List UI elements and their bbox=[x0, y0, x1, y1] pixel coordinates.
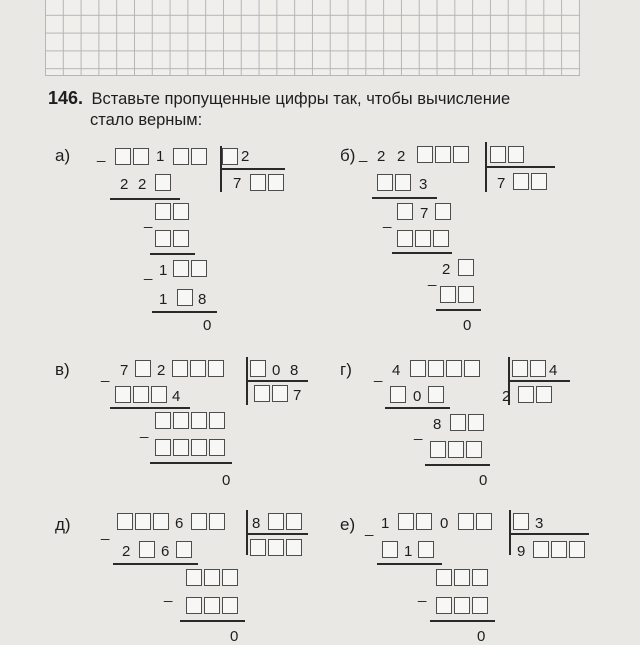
digit: 4 bbox=[172, 388, 181, 405]
digit-box[interactable] bbox=[250, 539, 266, 556]
subtraction-line bbox=[180, 620, 245, 622]
problem-label: в) bbox=[55, 360, 70, 379]
digit-box[interactable] bbox=[222, 597, 238, 614]
task-number: 146. bbox=[48, 88, 84, 108]
division-bar bbox=[509, 533, 589, 535]
digit: 8 bbox=[433, 416, 442, 433]
digit: 8 bbox=[252, 515, 261, 532]
digit: 7 bbox=[120, 362, 129, 379]
digit-box[interactable] bbox=[204, 597, 220, 614]
digit: 6 bbox=[161, 543, 170, 560]
division-bar bbox=[220, 168, 285, 170]
digit-box[interactable] bbox=[428, 360, 444, 377]
digit-box[interactable] bbox=[433, 230, 449, 247]
grid-paper bbox=[45, 0, 580, 76]
digit-box[interactable] bbox=[133, 386, 149, 403]
subtraction-line bbox=[430, 620, 495, 622]
digit-box[interactable] bbox=[172, 360, 188, 377]
digit-box[interactable] bbox=[458, 286, 474, 303]
minus-sign: _ bbox=[101, 366, 110, 383]
digit-box[interactable] bbox=[454, 569, 470, 586]
digit: 4 bbox=[392, 362, 401, 379]
subtraction-line bbox=[372, 197, 437, 199]
minus-sign: _ bbox=[365, 520, 374, 537]
digit: 0 bbox=[222, 472, 231, 489]
digit-box[interactable] bbox=[117, 513, 133, 530]
digit-box[interactable] bbox=[458, 259, 474, 276]
task-header bbox=[48, 88, 608, 130]
digit-box[interactable] bbox=[417, 146, 433, 163]
digit: 6 bbox=[175, 515, 184, 532]
digit: 2 bbox=[120, 176, 129, 193]
problem-label: д) bbox=[55, 515, 71, 534]
digit-box[interactable] bbox=[513, 173, 529, 190]
digit: 2 bbox=[442, 261, 451, 278]
subtraction-line bbox=[150, 462, 232, 464]
digit-box[interactable] bbox=[453, 146, 469, 163]
digit: 7 bbox=[233, 175, 242, 192]
digit-box[interactable] bbox=[155, 230, 171, 247]
digit-box[interactable] bbox=[530, 360, 546, 377]
digit-box[interactable] bbox=[436, 597, 452, 614]
digit-box[interactable] bbox=[450, 414, 466, 431]
digit-box[interactable] bbox=[155, 439, 171, 456]
digit: 1 bbox=[159, 291, 168, 308]
digit-box[interactable] bbox=[209, 513, 225, 530]
digit-box[interactable] bbox=[268, 174, 284, 191]
digit: 0 bbox=[230, 628, 239, 645]
digit-box[interactable] bbox=[191, 513, 207, 530]
digit: 0 bbox=[413, 388, 422, 405]
digit: 2 bbox=[377, 148, 386, 165]
digit-box[interactable] bbox=[533, 541, 549, 558]
digit-box[interactable] bbox=[250, 360, 266, 377]
digit-box[interactable] bbox=[518, 386, 534, 403]
digit-box[interactable] bbox=[395, 174, 411, 191]
digit-box[interactable] bbox=[173, 439, 189, 456]
digit: 0 bbox=[479, 472, 488, 489]
digit: 1 bbox=[156, 148, 165, 165]
digit: 9 bbox=[517, 543, 526, 560]
subtraction-line bbox=[113, 563, 198, 565]
digit: 2 bbox=[138, 176, 147, 193]
digit-box[interactable] bbox=[222, 569, 238, 586]
minus-sign: _ bbox=[144, 264, 153, 281]
digit-box[interactable] bbox=[155, 412, 171, 429]
subtraction-line bbox=[110, 198, 180, 200]
digit: 8 bbox=[198, 291, 207, 308]
digit-box[interactable] bbox=[410, 360, 426, 377]
problem-label: а) bbox=[55, 146, 71, 165]
digit: 0 bbox=[203, 317, 212, 334]
division-bar bbox=[246, 380, 308, 382]
division-bar bbox=[246, 533, 308, 535]
digit: 8 bbox=[290, 362, 299, 379]
minus-sign: _ bbox=[414, 424, 423, 441]
digit-box[interactable] bbox=[177, 289, 193, 306]
digit: 2 bbox=[241, 148, 250, 165]
digit: 2 bbox=[122, 543, 131, 560]
digit-box[interactable] bbox=[435, 146, 451, 163]
minus-sign: _ bbox=[374, 366, 383, 383]
digit-box[interactable] bbox=[186, 569, 202, 586]
digit-box[interactable] bbox=[536, 386, 552, 403]
digit-box[interactable] bbox=[436, 569, 452, 586]
digit-box[interactable] bbox=[382, 541, 398, 558]
task-instruction-continued: стало верным: bbox=[90, 111, 203, 129]
digit-box[interactable] bbox=[209, 439, 225, 456]
digit-box[interactable] bbox=[397, 203, 413, 220]
subtraction-line bbox=[377, 563, 442, 565]
digit-box[interactable] bbox=[569, 541, 585, 558]
digit-box[interactable] bbox=[115, 386, 131, 403]
subtraction-line bbox=[110, 407, 190, 409]
digit-box[interactable] bbox=[191, 148, 207, 165]
problem-label: е) bbox=[340, 515, 356, 534]
division-bar bbox=[485, 166, 555, 168]
minus-sign: _ bbox=[418, 586, 427, 603]
minus-sign: _ bbox=[428, 270, 437, 287]
digit-box[interactable] bbox=[135, 360, 151, 377]
digit-box[interactable] bbox=[398, 513, 414, 530]
digit-box[interactable] bbox=[186, 597, 202, 614]
digit-box[interactable] bbox=[446, 360, 462, 377]
digit: 7 bbox=[293, 387, 302, 404]
digit-box[interactable] bbox=[454, 597, 470, 614]
digit-box[interactable] bbox=[115, 148, 131, 165]
digit-box[interactable] bbox=[418, 541, 434, 558]
digit: 2 bbox=[397, 148, 406, 165]
digit: 0 bbox=[440, 515, 449, 532]
digit-box[interactable] bbox=[173, 412, 189, 429]
digit-box[interactable] bbox=[268, 539, 284, 556]
digit: 0 bbox=[477, 628, 486, 645]
digit-box[interactable] bbox=[222, 148, 238, 165]
task-instruction: Вставьте пропущенные цифры так, чтобы вычисление bbox=[91, 90, 511, 108]
digit-box[interactable] bbox=[176, 541, 192, 558]
problem-label: б) bbox=[340, 146, 356, 165]
digit-box[interactable] bbox=[133, 148, 149, 165]
digit-box[interactable] bbox=[173, 230, 189, 247]
division-bar bbox=[508, 380, 570, 382]
digit-box[interactable] bbox=[191, 260, 207, 277]
digit-box[interactable] bbox=[191, 412, 207, 429]
minus-sign: _ bbox=[164, 586, 173, 603]
digit: 1 bbox=[159, 262, 168, 279]
digit-box[interactable] bbox=[476, 513, 492, 530]
subtraction-line bbox=[152, 311, 217, 313]
digit-box[interactable] bbox=[531, 173, 547, 190]
digit-box[interactable] bbox=[191, 439, 207, 456]
digit-box[interactable] bbox=[135, 513, 151, 530]
digit-box[interactable] bbox=[440, 286, 456, 303]
minus-sign: _ bbox=[144, 212, 153, 229]
digit-box[interactable] bbox=[468, 414, 484, 431]
subtraction-line bbox=[150, 253, 195, 255]
digit-box[interactable] bbox=[512, 360, 528, 377]
subtraction-line bbox=[392, 252, 452, 254]
digit: 0 bbox=[463, 317, 472, 334]
digit-box[interactable] bbox=[151, 386, 167, 403]
digit: 2 bbox=[502, 388, 511, 405]
minus-sign: _ bbox=[97, 146, 106, 163]
digit-box[interactable] bbox=[173, 203, 189, 220]
digit: 2 bbox=[157, 362, 166, 379]
digit-box[interactable] bbox=[153, 513, 169, 530]
digit-box[interactable] bbox=[173, 260, 189, 277]
minus-sign: _ bbox=[359, 146, 368, 163]
digit-box[interactable] bbox=[254, 385, 270, 402]
digit-box[interactable] bbox=[286, 539, 302, 556]
digit-box[interactable] bbox=[155, 203, 171, 220]
problem-label: г) bbox=[340, 360, 352, 379]
digit: 0 bbox=[272, 362, 281, 379]
digit-box[interactable] bbox=[173, 148, 189, 165]
digit-box[interactable] bbox=[458, 513, 474, 530]
digit-box[interactable] bbox=[466, 441, 482, 458]
digit-box[interactable] bbox=[551, 541, 567, 558]
subtraction-line bbox=[436, 309, 481, 311]
subtraction-line bbox=[385, 407, 450, 409]
digit-box[interactable] bbox=[430, 441, 446, 458]
minus-sign: _ bbox=[140, 422, 149, 439]
digit-box[interactable] bbox=[416, 513, 432, 530]
minus-sign: _ bbox=[383, 212, 392, 229]
digit-box[interactable] bbox=[464, 360, 480, 377]
digit-box[interactable] bbox=[377, 174, 393, 191]
digit: 7 bbox=[497, 175, 506, 192]
digit: 1 bbox=[404, 543, 413, 560]
digit-box[interactable] bbox=[428, 386, 444, 403]
digit-box[interactable] bbox=[268, 513, 284, 530]
digit-box[interactable] bbox=[513, 513, 529, 530]
digit-box[interactable] bbox=[250, 174, 266, 191]
digit-box[interactable] bbox=[472, 569, 488, 586]
minus-sign: _ bbox=[101, 524, 110, 541]
digit-box[interactable] bbox=[155, 174, 171, 191]
digit-box[interactable] bbox=[397, 230, 413, 247]
subtraction-line bbox=[425, 464, 490, 466]
digit-box[interactable] bbox=[272, 385, 288, 402]
digit-box[interactable] bbox=[508, 146, 524, 163]
digit: 1 bbox=[381, 515, 390, 532]
digit: 4 bbox=[549, 362, 558, 379]
digit-box[interactable] bbox=[209, 412, 225, 429]
digit-box[interactable] bbox=[204, 569, 220, 586]
digit-box[interactable] bbox=[208, 360, 224, 377]
digit-box[interactable] bbox=[415, 230, 431, 247]
digit-box[interactable] bbox=[390, 386, 406, 403]
digit-box[interactable] bbox=[286, 513, 302, 530]
digit-box[interactable] bbox=[435, 203, 451, 220]
digit-box[interactable] bbox=[490, 146, 506, 163]
digit-box[interactable] bbox=[448, 441, 464, 458]
digit: 3 bbox=[535, 515, 544, 532]
digit-box[interactable] bbox=[139, 541, 155, 558]
digit-box[interactable] bbox=[472, 597, 488, 614]
digit-box[interactable] bbox=[190, 360, 206, 377]
digit: 3 bbox=[419, 176, 428, 193]
digit: 7 bbox=[420, 205, 429, 222]
